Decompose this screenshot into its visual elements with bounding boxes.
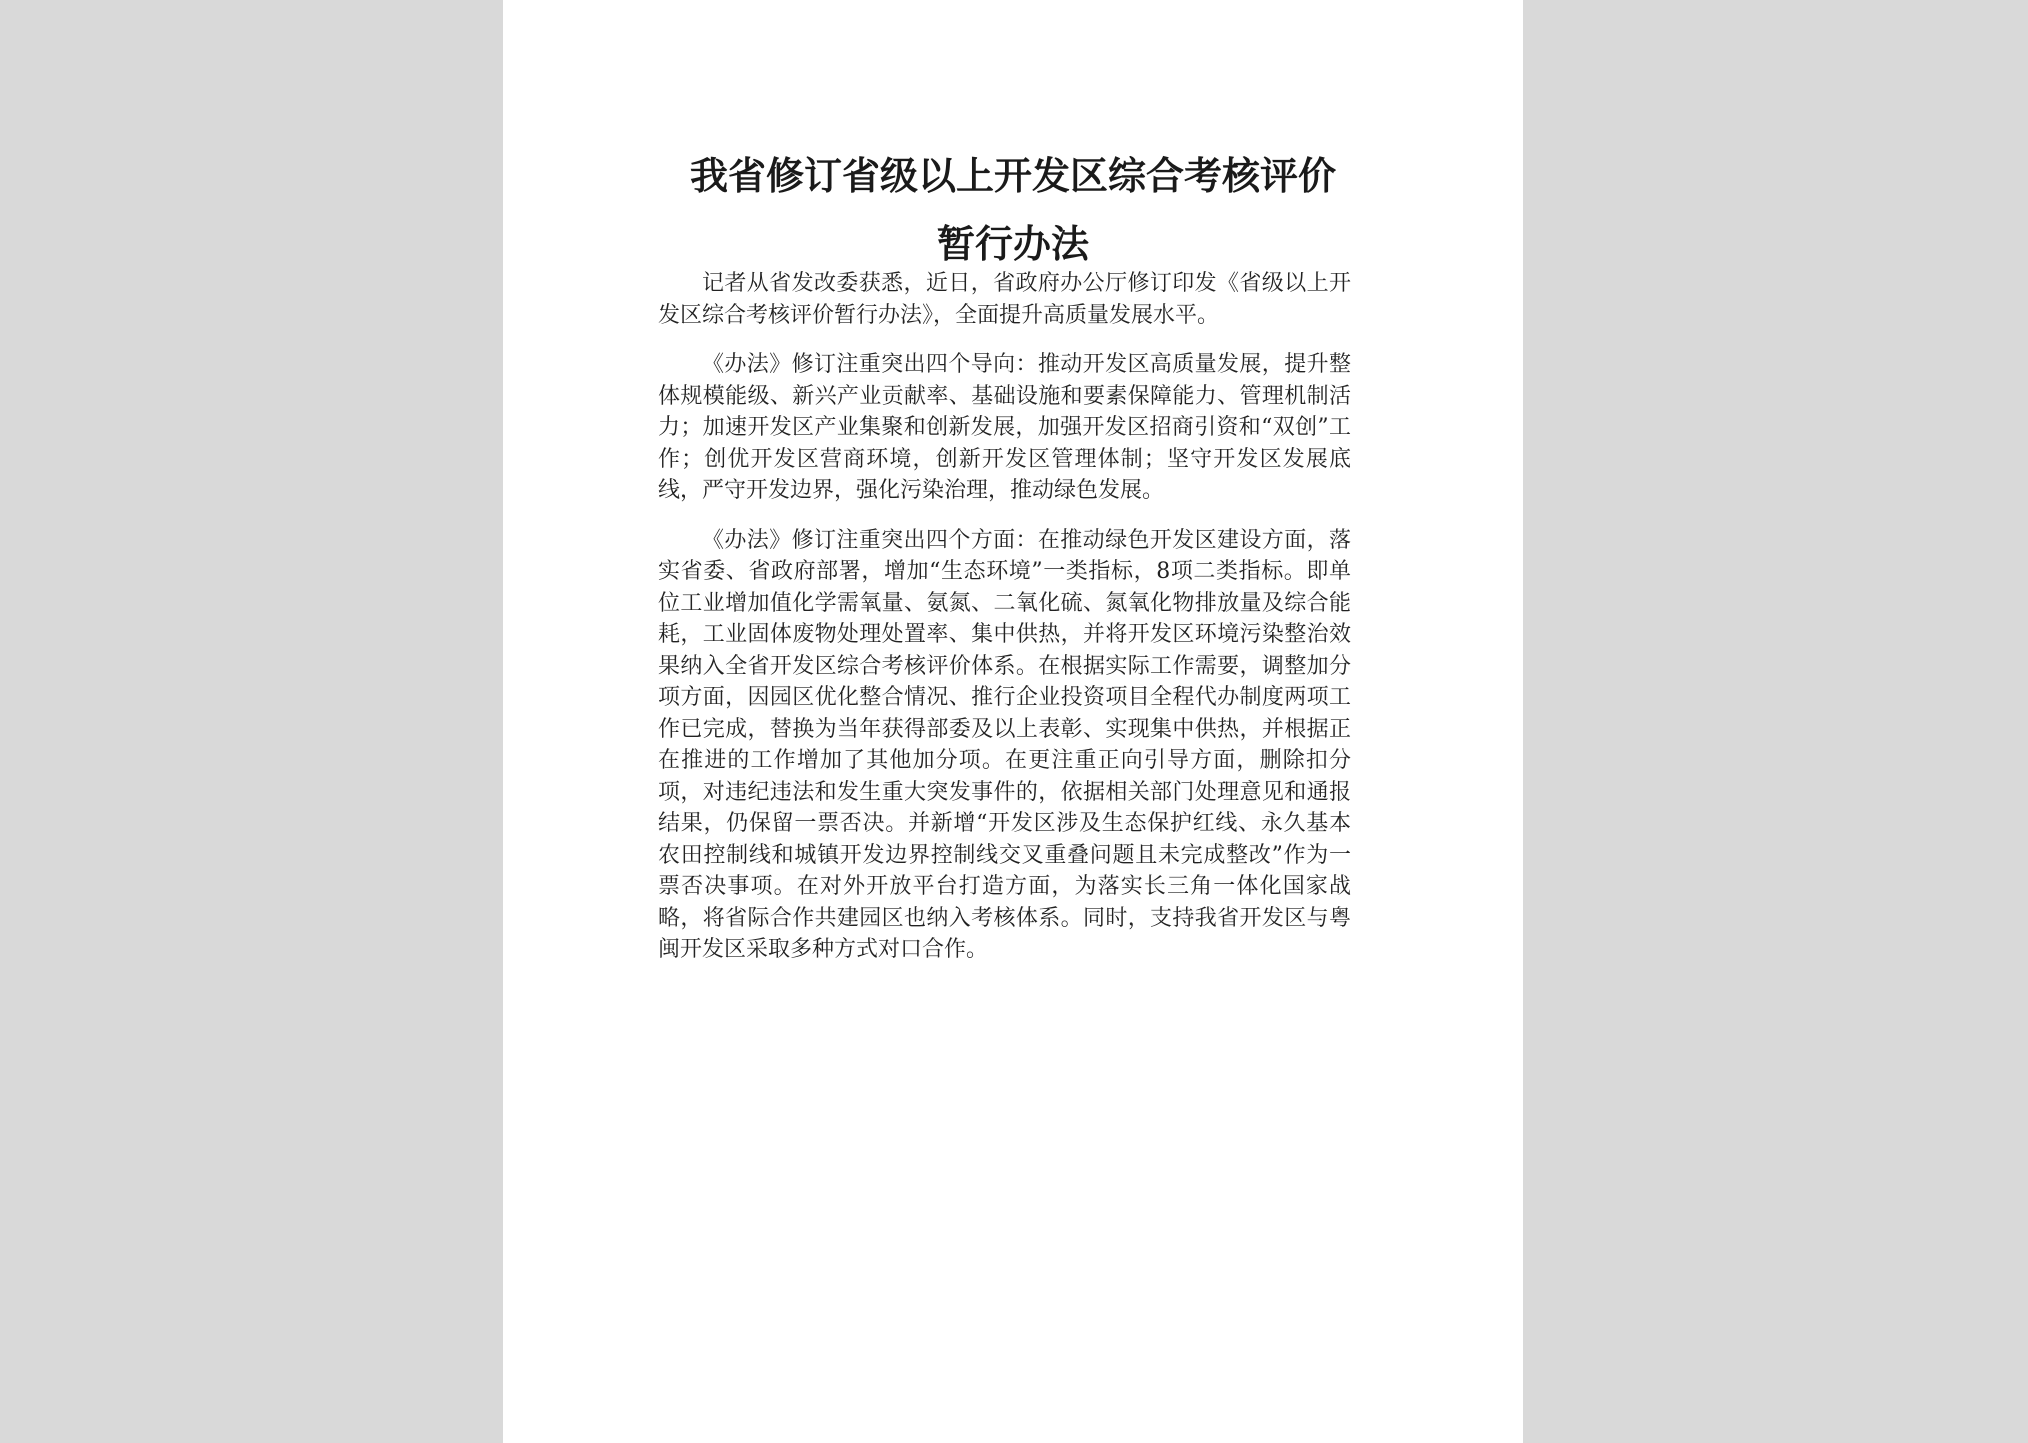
document-page xyxy=(503,0,1523,1443)
article-body xyxy=(658,268,1351,984)
paragraph-aspects: 《办法》修订注重突出四个方面：在推动绿色开发区建设方面，落实省委、省政府部署，增加“生态环境”一类指标，8项二类指标。即单位工业增加值化学需氧量、氨氮、二氧化硫、氮氧化物排放量及综合能耗，工业固体废物处理处置率、集中供热，并将开发区环境污染整治效果纳入全省开发区综合考核评价体系。在根据实际工作需要，调整加分项方面，因园区优化整合情况、推行企业投资项目全程代办制度两项工作已完成，替换为当年获得部委及以上表彰、实现集中供热，并根据正在推进的工作增加了其他加分项。在更注重正向引导方面，删除扣分项，对违纪违法和发生重大突发事件的，依据相关部门处理意见和通报结果，仍保留一票否决。并新增“开发区涉及生态保护红线、永久基本农田控制线和城镇开发边界控制线交叉重叠问题且未完成整改”作为一票否决事项。在对外开放平台打造方面，为落实长三角一体化国家战略，将省际合作共建园区也纳入考核体系。同时，支持我省开发区与粤闽开发区采取多种方式对口合作。 xyxy=(658,527,1351,962)
paragraph-intro: 记者从省发改委获悉，近日，省政府办公厅修订印发《省级以上开发区综合考核评价暂行办法》，全面提升高质量发展水平。 xyxy=(658,271,1351,328)
title-line-2: 暂行办法 xyxy=(936,221,1089,266)
page-title xyxy=(503,142,1523,278)
paragraph-orientations: 《办法》修订注重突出四个导向：推动开发区高质量发展，提升整体规模能级、新兴产业贡献率、基础设施和要素保障能力、管理机制活力；加速开发区产业集聚和创新发展，加强开发区招商引资和“双创”工作；创优开发区营商环境，创新开发区管理体制；坚守开发区发展底线，严守开发边界，强化污染治理，推动绿色发展。 xyxy=(658,352,1351,503)
title-line-1: 我省修订省级以上开发区综合考核评价 xyxy=(689,153,1336,198)
